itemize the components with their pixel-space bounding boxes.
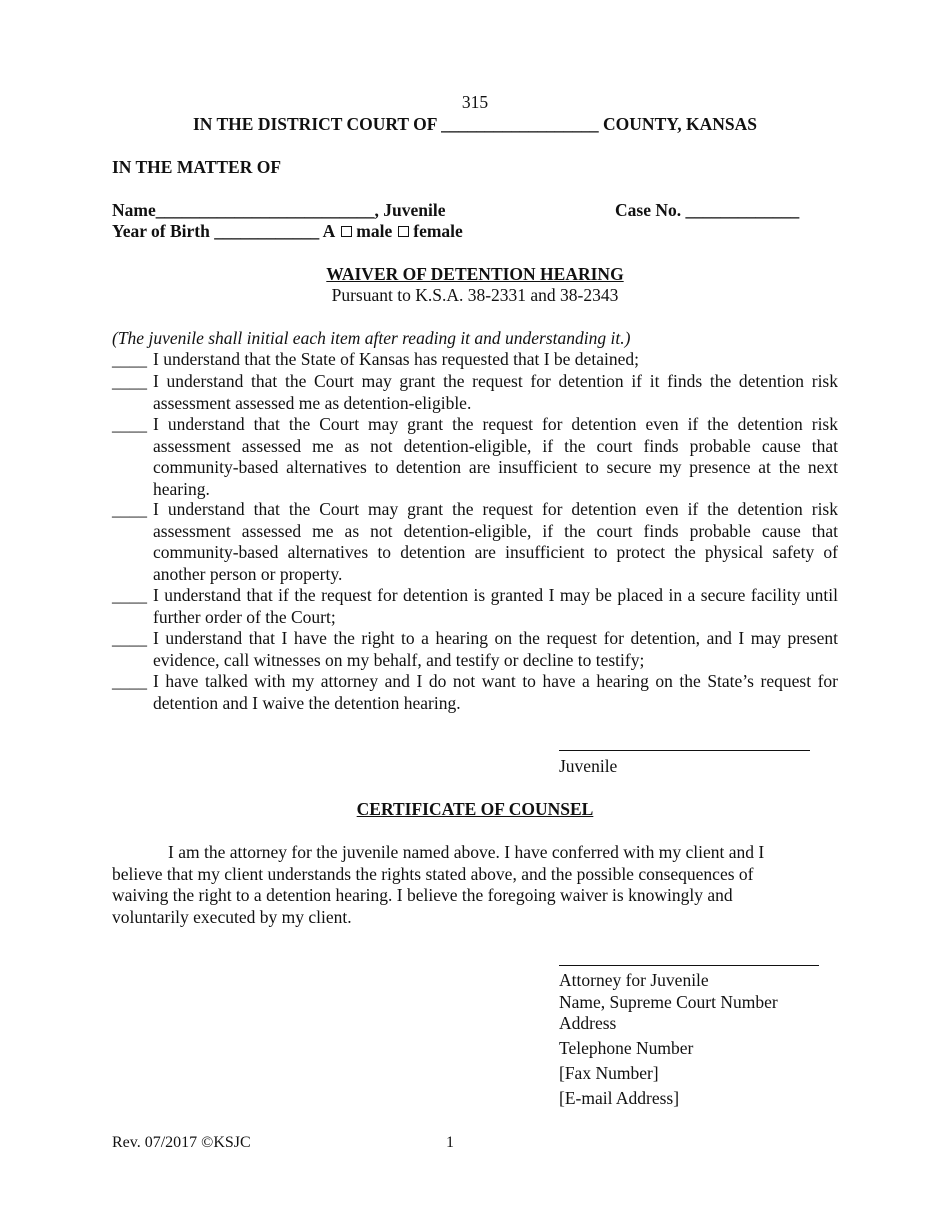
page-number-footer: 1 — [446, 1134, 454, 1151]
male-label: male — [356, 221, 393, 241]
page-number-top: 315 — [461, 92, 489, 112]
year-of-birth-label: Year of Birth ____________ A — [112, 221, 336, 241]
female-label: female — [413, 221, 463, 241]
case-number-line: Case No. _____________ — [615, 200, 800, 220]
juvenile-name-line: Name_________________________, Juvenile — [112, 200, 446, 220]
waiver-item — [112, 414, 838, 500]
initial-blank[interactable]: ____ — [112, 628, 147, 648]
initial-blank[interactable]: ____ — [112, 414, 147, 434]
initial-blank[interactable]: ____ — [112, 371, 147, 391]
male-checkbox[interactable] — [341, 226, 352, 237]
waiver-item — [112, 499, 838, 585]
statute-subtitle: Pursuant to K.S.A. 38-2331 and 38-2343 — [331, 285, 619, 305]
attorney-email-field: [E-mail Address] — [559, 1088, 680, 1108]
waiver-item — [112, 628, 838, 671]
waiver-item — [112, 371, 838, 414]
waiver-item-text: I have talked with my attorney and I do not want to have a hearing on the State’s request for detention and I waive the detention hearing. — [153, 671, 838, 713]
certificate-body: I am the attorney for the juvenile named above. I have conferred with my client and I believe that my client understands the rights stated above, and the possible consequences of waiving the right to a detention hearing. I believe the foregoing waiver is knowingly and voluntarily executed by my client. — [112, 842, 765, 927]
waiver-item — [112, 671, 838, 714]
initial-blank[interactable]: ____ — [112, 585, 147, 605]
waiver-item — [112, 585, 838, 628]
attorney-signature-line[interactable] — [559, 965, 819, 966]
waiver-item — [112, 349, 838, 371]
initial-blank[interactable]: ____ — [112, 499, 147, 519]
instruction-text: (The juvenile shall initial each item after reading it and understanding it.) — [112, 328, 631, 348]
court-heading: IN THE DISTRICT COURT OF __________________ COUNTY, KANSAS — [192, 114, 758, 134]
document-title: WAIVER OF DETENTION HEARING — [326, 264, 624, 284]
waiver-item-text: I understand that the State of Kansas has requested that I be detained; — [153, 349, 639, 369]
initial-blank[interactable]: ____ — [112, 671, 147, 691]
initial-blank[interactable]: ____ — [112, 349, 147, 369]
juvenile-signature-label: Juvenile — [559, 756, 618, 776]
attorney-fax-field: [Fax Number] — [559, 1063, 659, 1083]
matter-heading: IN THE MATTER OF — [112, 157, 282, 177]
certificate-title: CERTIFICATE OF COUNSEL — [356, 799, 594, 819]
juvenile-signature-line[interactable] — [559, 750, 810, 751]
waiver-item-text: I understand that the Court may grant the request for detention even if the detention risk assessment assessed me as not detention-eligible, if the court finds probable cause that community-based alternatives to detention are insufficient to secure my presence at the next hearing. — [153, 414, 838, 499]
attorney-name-field: Name, Supreme Court Number — [559, 992, 778, 1012]
waiver-item-text: I understand that the Court may grant the request for detention if it finds the detention risk assessment assessed me as detention-eligible. — [153, 371, 838, 413]
revision-footer: Rev. 07/2017 ©KSJC — [112, 1134, 251, 1151]
attorney-address-field: Address — [559, 1013, 617, 1033]
waiver-item-text: I understand that I have the right to a hearing on the request for detention, and I may present evidence, call witnesses on my behalf, and testify or decline to testify; — [153, 628, 838, 670]
waiver-item-text: I understand that if the request for detention is granted I may be placed in a secure facility until further order of the Court; — [153, 585, 838, 627]
female-checkbox[interactable] — [398, 226, 409, 237]
year-of-birth-line — [112, 221, 463, 242]
attorney-telephone-field: Telephone Number — [559, 1038, 694, 1058]
attorney-label: Attorney for Juvenile — [559, 970, 709, 990]
waiver-item-text: I understand that the Court may grant the request for detention even if the detention risk assessment assessed me as not detention-eligible, if the court finds probable cause that community-based alternatives to detention are insufficient to protect the physical safety of another person or property. — [153, 499, 838, 584]
